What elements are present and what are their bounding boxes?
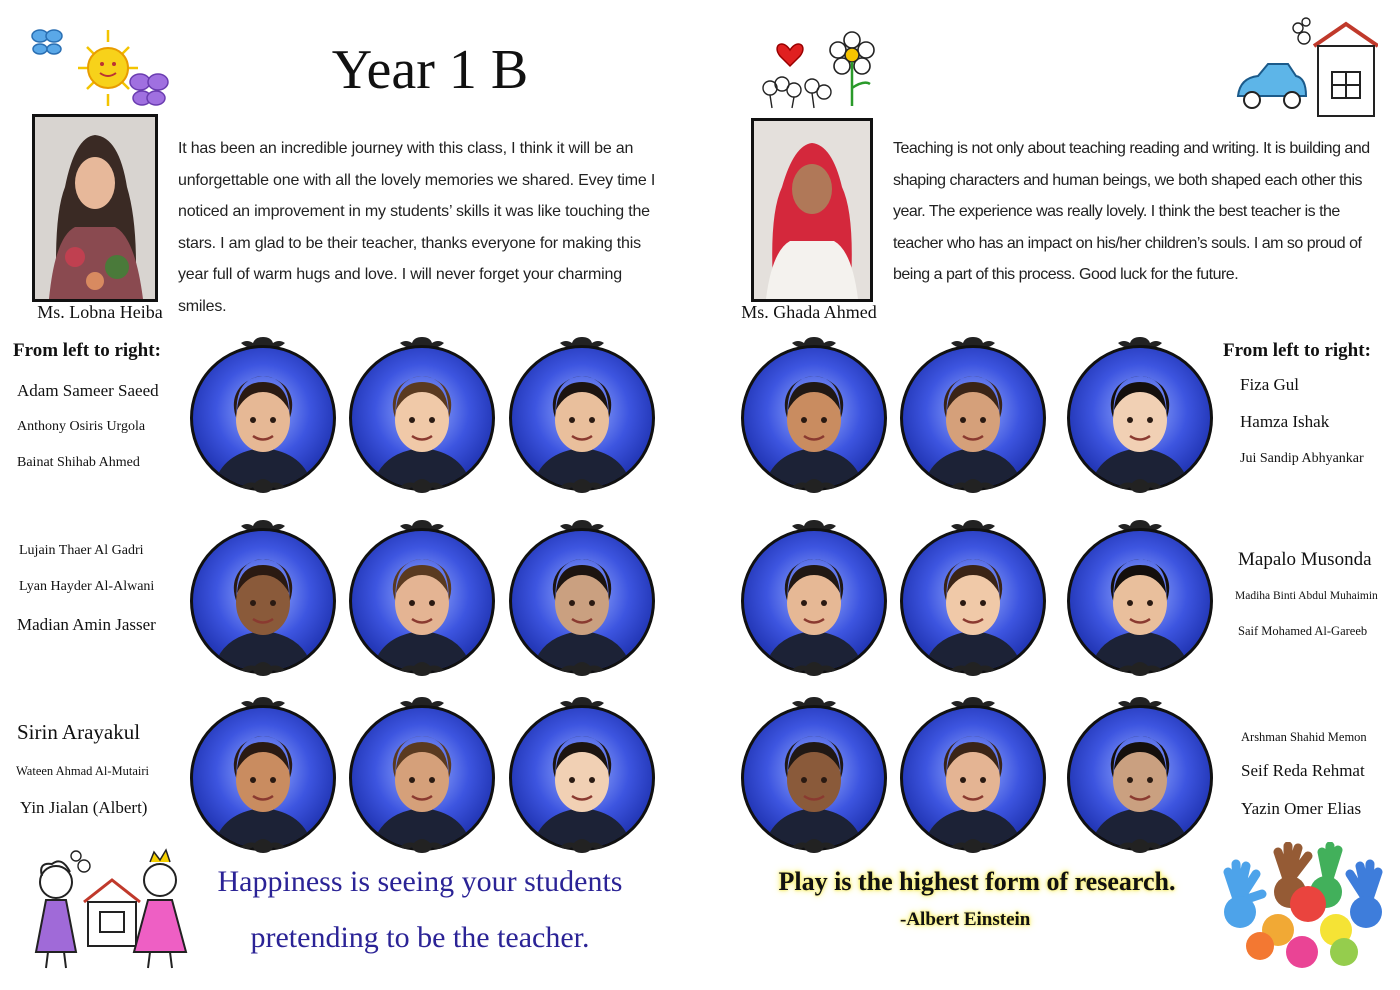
- student-portrait: [190, 518, 336, 678]
- student-name: Bainat Shihab Ahmed: [17, 455, 140, 470]
- frame-ornament-bottom-icon: [552, 477, 612, 495]
- student-portrait: [1067, 335, 1213, 495]
- student-portrait: [900, 695, 1046, 855]
- student-name: Fiza Gul: [1240, 375, 1300, 394]
- student-photo: [1067, 705, 1213, 851]
- student-name: Sirin Arayakul: [17, 720, 141, 744]
- student-name: Yazin Omer Elias: [1241, 799, 1362, 818]
- kids-house-doodle-icon: [28, 848, 198, 972]
- frame-ornament-bottom-icon: [943, 660, 1003, 678]
- page-title: Year 1 B: [331, 39, 529, 101]
- quote-left-line-2: pretending to be the teacher.: [250, 921, 590, 954]
- student-name: Jui Sandip Abhyankar: [1240, 451, 1364, 466]
- student-photo: [741, 705, 887, 851]
- student-photo: [900, 705, 1046, 851]
- frame-ornament-bottom-icon: [943, 477, 1003, 495]
- quote-author: -Albert Einstein: [900, 909, 1031, 930]
- student-photo: [190, 528, 336, 674]
- student-portrait: [509, 335, 655, 495]
- student-portrait: [349, 518, 495, 678]
- frame-ornament-bottom-icon: [552, 837, 612, 855]
- student-portrait: [349, 335, 495, 495]
- car-house-doodle-icon: [1228, 16, 1378, 120]
- student-name: Madian Amin Jasser: [17, 615, 156, 634]
- frame-ornament-bottom-icon: [784, 477, 844, 495]
- teacher-name: Ms. Lobna Heiba: [37, 302, 163, 322]
- student-name: Saif Mohamed Al-Gareeb: [1238, 624, 1368, 638]
- quote-right: Play is the highest form of research.: [778, 867, 1176, 896]
- frame-ornament-bottom-icon: [233, 837, 293, 855]
- student-portrait: [741, 335, 887, 495]
- student-photo: [190, 705, 336, 851]
- student-photo: [900, 345, 1046, 491]
- frame-ornament-bottom-icon: [784, 837, 844, 855]
- teacher-name: Ms. Ghada Ahmed: [741, 302, 877, 322]
- frame-ornament-bottom-icon: [233, 660, 293, 678]
- teacher-message: Teaching is not only about teaching reading and writing. It is building and shaping characters and human beings, we both shaped each other this year. The experience was really lovely. I think the best teacher is the teacher who has an impact on his/her children’s souls. I am so proud of being a part of this process. Good luck for the future.: [893, 140, 1370, 283]
- student-portrait: [190, 695, 336, 855]
- student-portrait: [349, 695, 495, 855]
- student-portrait: [741, 518, 887, 678]
- student-portrait: [509, 518, 655, 678]
- flowers-heart-doodle-icon: [752, 28, 887, 110]
- teacher-photo-ghada: [751, 118, 873, 302]
- frame-ornament-bottom-icon: [233, 477, 293, 495]
- quote-left-line-1: Happiness is seeing your students: [217, 865, 623, 898]
- teacher-message: It has been an incredible journey with this class, I think it will be an unforgettable one with all the lovely memories we shared. Evey time I noticed an improvement in my students’ skills it was like touching the stars. I am glad to be their teacher, thanks everyone for making this year full of warm hugs and love. I will never forget your charming smiles.: [178, 140, 656, 315]
- student-photo: [349, 528, 495, 674]
- student-photo: [190, 345, 336, 491]
- student-name: Arshman Shahid Memon: [1241, 730, 1367, 744]
- student-photo: [509, 528, 655, 674]
- student-name: Wateen Ahmad Al-Mutairi: [16, 764, 149, 778]
- student-name: Anthony Osiris Urgola: [17, 419, 146, 434]
- student-name: Mapalo Musonda: [1238, 549, 1372, 570]
- left-caption-heading: From left to right:: [13, 340, 161, 361]
- student-photo: [509, 345, 655, 491]
- student-name: Madiha Binti Abdul Muhaimin: [1235, 590, 1378, 602]
- student-photo: [509, 705, 655, 851]
- student-name: Hamza Ishak: [1240, 412, 1330, 431]
- frame-ornament-bottom-icon: [943, 837, 1003, 855]
- student-portrait: [190, 335, 336, 495]
- student-photo: [1067, 345, 1213, 491]
- student-portrait: [1067, 518, 1213, 678]
- frame-ornament-bottom-icon: [1110, 660, 1170, 678]
- student-portrait: [900, 335, 1046, 495]
- student-photo: [900, 528, 1046, 674]
- frame-ornament-bottom-icon: [1110, 837, 1170, 855]
- sun-doodle-icon: [28, 22, 173, 112]
- student-photo: [349, 345, 495, 491]
- right-caption-heading: From left to right:: [1223, 340, 1371, 361]
- student-photo: [741, 528, 887, 674]
- student-name: Lyan Hayder Al-Alwani: [19, 579, 155, 594]
- student-photo: [1067, 528, 1213, 674]
- hands-doodle-icon: [1218, 842, 1388, 976]
- student-portrait: [900, 518, 1046, 678]
- student-name: Yin Jialan (Albert): [20, 798, 148, 817]
- student-portrait: [509, 695, 655, 855]
- student-name: Lujain Thaer Al Gadri: [19, 543, 144, 558]
- student-portrait: [1067, 695, 1213, 855]
- teacher-photo-lobna: [32, 114, 158, 302]
- frame-ornament-bottom-icon: [392, 837, 452, 855]
- frame-ornament-bottom-icon: [552, 660, 612, 678]
- student-name: Adam Sameer Saeed: [17, 381, 159, 400]
- student-photo: [741, 345, 887, 491]
- frame-ornament-bottom-icon: [392, 477, 452, 495]
- quote-left: [180, 854, 660, 966]
- frame-ornament-bottom-icon: [392, 660, 452, 678]
- student-photo: [349, 705, 495, 851]
- student-name: Seif Reda Rehmat: [1241, 761, 1365, 780]
- frame-ornament-bottom-icon: [1110, 477, 1170, 495]
- student-portrait: [741, 695, 887, 855]
- frame-ornament-bottom-icon: [784, 660, 844, 678]
